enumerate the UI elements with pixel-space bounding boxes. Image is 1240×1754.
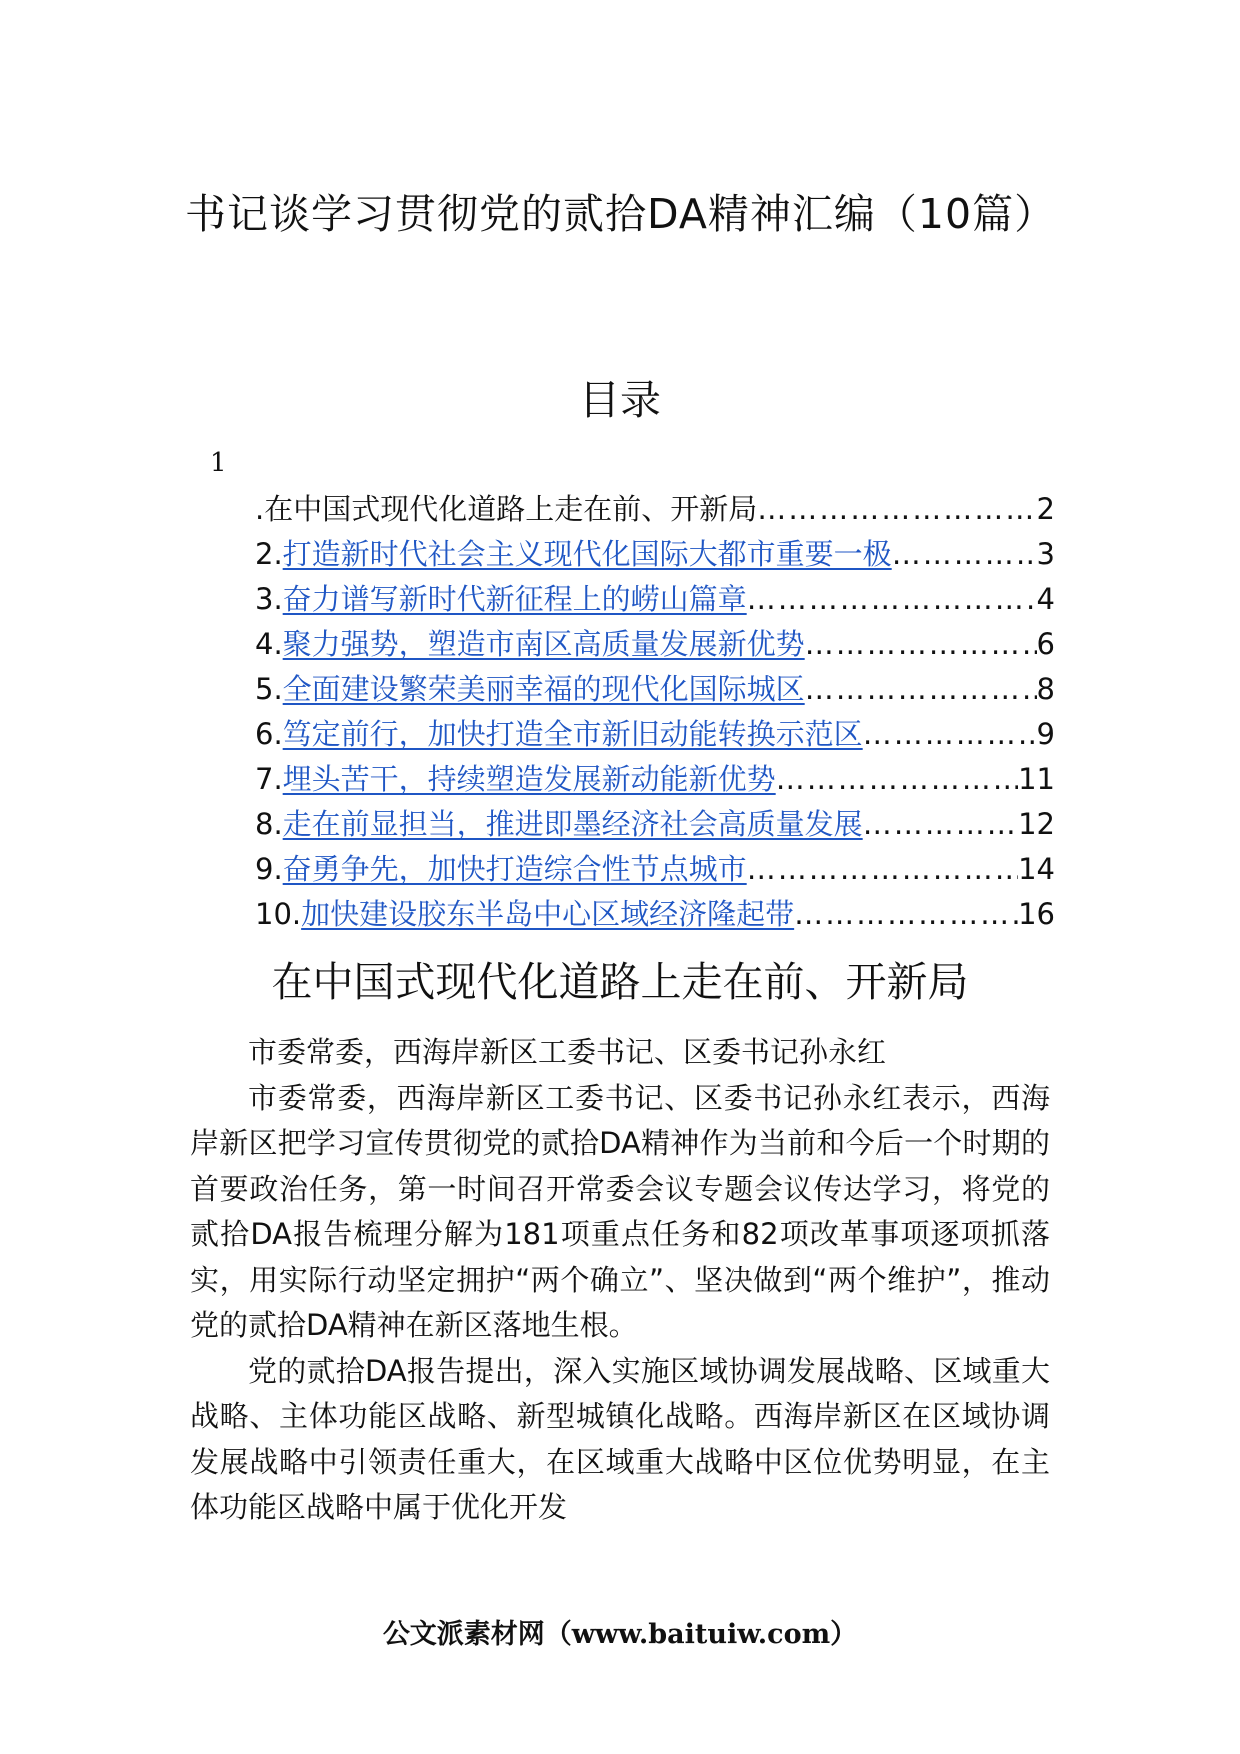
toc-item-index: 5. [255,672,283,706]
toc-item[interactable] [255,892,1055,937]
toc-item-link[interactable]: 加快建设胶东半岛中心区域经济隆起带 [301,897,795,931]
toc-leader [805,627,1037,661]
table-of-contents [255,487,1055,937]
toc-item-page: 9 [1036,717,1055,751]
toc-item-index: 10. [255,897,302,931]
toc-item-page: 6 [1036,627,1055,661]
toc-item[interactable] [255,667,1055,712]
toc-item-link[interactable]: 打造新时代社会主义现代化国际大都市重要一极 [282,537,892,571]
toc-item-link[interactable]: 埋头苦干，持续塑造发展新动能新优势 [282,762,776,796]
toc-prefix-number: 1 [210,448,227,478]
toc-item[interactable] [255,532,1055,577]
toc-leader [863,807,1018,841]
body-paragraph: 市委常委，西海岸新区工委书记、区委书记孙永红表示，西海岸新区把学习宣传贯彻党的贰拾DA精神作为当前和今后一个时期的首要政治任务，第一时间召开常委会议专题会议传达学习，将党的贰拾DA报告梳理分解为181项重点任务和82项改革事项逐项抓落实，用实际行动坚定拥护“两个确立”、坚决做到“两个维护”，推动党的贰拾DA精神在新区落地生根。 [190,1080,1050,1342]
toc-item-page: 16 [1018,897,1055,931]
toc-item[interactable] [255,577,1055,622]
author-line: 市委常委，西海岸新区工委书记、区委书记孙永红 [248,1035,887,1069]
toc-item-page: 2 [1036,492,1055,526]
toc-item[interactable] [255,622,1055,667]
toc-item-index: 9. [255,852,283,886]
toc-item-page: 8 [1036,672,1055,706]
toc-item-link[interactable]: 聚力强势，塑造市南区高质量发展新优势 [282,627,805,661]
toc-item-index: 4. [255,627,283,661]
section-title: 在中国式现代化道路上走在前、开新局 [271,958,969,1006]
body-text [190,1030,1050,1531]
toc-item-link[interactable]: 奋力谱写新时代新征程上的崂山篇章 [282,582,747,616]
body-paragraph: 党的贰拾DA报告提出，深入实施区域协调发展战略、区域重大战略、主体功能区战略、新型城镇化战略。西海岸新区在区域协调发展战略中引领责任重大，在区域重大战略中区位优势明显，在主体功能区战略中属于优化开发 [190,1353,1050,1524]
toc-item-page: 14 [1018,852,1055,886]
toc-item-page: 11 [1018,762,1055,796]
toc-leader [805,672,1037,706]
toc-item-page: 4 [1036,582,1055,616]
toc-item-index: 8. [255,807,283,841]
toc-item-link[interactable]: 全面建设繁荣美丽幸福的现代化国际城区 [282,672,805,706]
toc-item[interactable] [255,712,1055,757]
toc-item-link[interactable]: 奋勇争先，加快打造综合性节点城市 [282,852,747,886]
toc-leader [747,582,1037,616]
footer-watermark: 公文派素材网（www.baituiw.com） [382,1619,858,1650]
toc-item-index: 2. [255,537,283,571]
toc-item-index: 7. [255,762,283,796]
toc-item-index: 3. [255,582,283,616]
toc-item-link[interactable]: 走在前显担当，推进即墨经济社会高质量发展 [282,807,863,841]
toc-leader [757,492,1036,526]
document-title: 书记谈学习贯彻党的贰拾DA精神汇编（10篇） [185,190,1057,238]
toc-leader [747,852,1018,886]
toc-leader [776,762,1018,796]
toc-item[interactable] [255,802,1055,847]
toc-item-link[interactable]: 笃定前行，加快打造全市新旧动能转换示范区 [282,717,863,751]
toc-leader [892,537,1037,571]
toc-leader [863,717,1037,751]
toc-item-index: 6. [255,717,283,751]
toc-leader [794,897,1018,931]
toc-item-link[interactable]: .在中国式现代化道路上走在前、开新局 [255,492,758,526]
toc-item[interactable] [255,757,1055,802]
toc-heading: 目录 [579,376,661,424]
toc-item[interactable] [255,487,1055,532]
toc-item-page: 3 [1036,537,1055,571]
toc-item[interactable] [255,847,1055,892]
toc-item-page: 12 [1018,807,1055,841]
